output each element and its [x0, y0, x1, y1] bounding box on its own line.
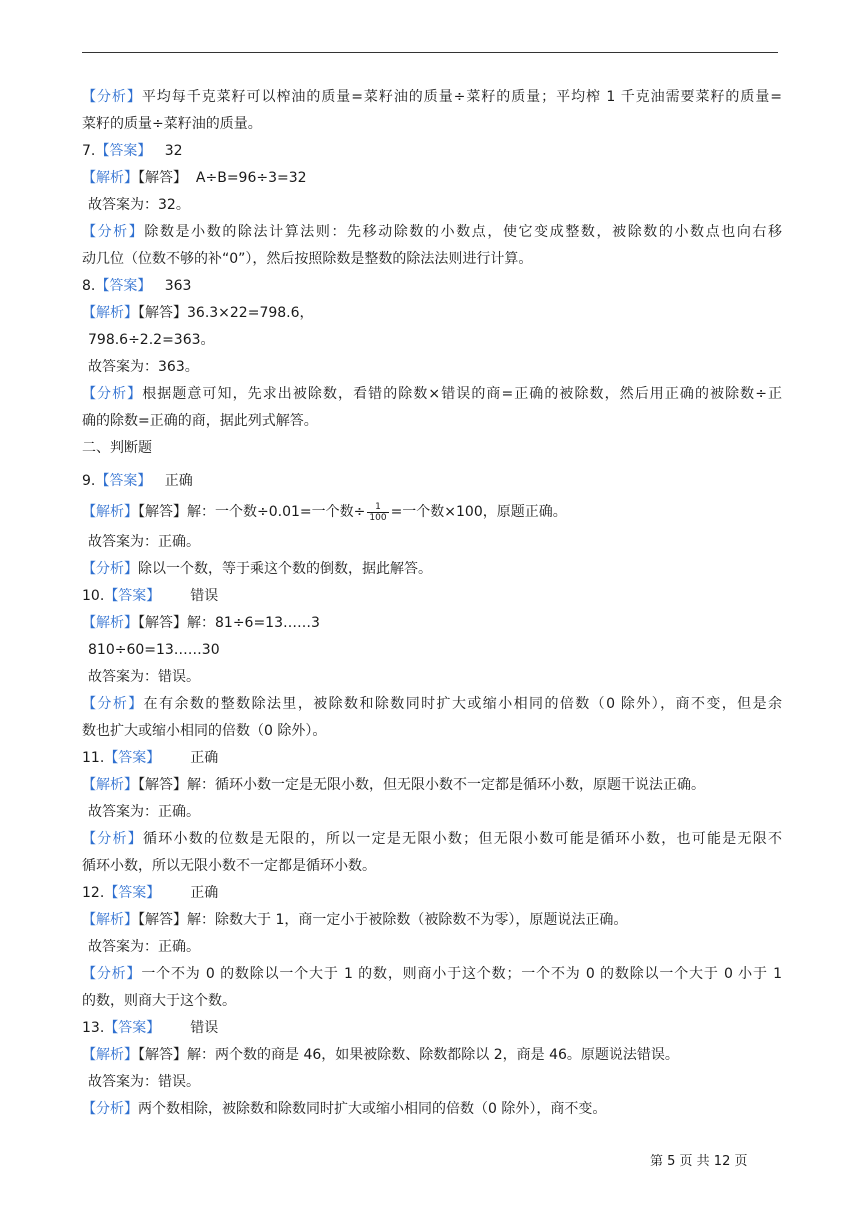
question-8-analysis: 【分析】根据题意可知，先求出被除数，看错的除数×错误的商=正确的被除数，然后用正确的被除数÷正 — [82, 386, 782, 402]
solution-tag: 【解答】 — [138, 615, 187, 631]
question-8-answer: 8.【答案】 363 — [82, 278, 192, 294]
fraction: $\frac{1}{100}$ — [369, 501, 387, 523]
analysis-tag: 【分析】 — [82, 966, 142, 982]
question-13-solution: 【解析】【解答】解：两个数的商是 46，如果被除数、除数都除以 2，商是 46。原题说法错误。 — [82, 1047, 679, 1063]
text-line: 循环小数，所以无限小数不一定都是循环小数。 — [82, 858, 376, 874]
answer-tag: 【答案】 — [104, 885, 161, 901]
answer-tag: 【答案】 — [95, 278, 152, 294]
jiexi-tag: 【解析】 — [82, 1047, 138, 1063]
page-content — [82, 84, 782, 1123]
question-7-answer: 7.【答案】 32 — [82, 143, 183, 159]
question-13-answer: 13.【答案】 错误 — [82, 1020, 219, 1036]
question-10-analysis: 【分析】在有余数的整数除法里，被除数和除数同时扩大或缩小相同的倍数（0 除外），商不变，但是余 — [82, 696, 783, 712]
answer-tag: 【答案】 — [95, 473, 152, 489]
jiexi-tag: 【解析】 — [82, 305, 138, 321]
jiexi-tag: 【解析】 — [82, 170, 138, 186]
answer-tag: 【答案】 — [104, 750, 161, 766]
question-10-result: 故答案为：错误。 — [88, 669, 200, 685]
question-12-answer: 12.【答案】 正确 — [82, 885, 219, 901]
answer-tag: 【答案】 — [104, 588, 161, 604]
text-line: 菜籽的质量÷菜籽油的质量。 — [82, 116, 262, 132]
solution-tag: 【解答】 — [138, 1047, 187, 1063]
jiexi-tag: 【解析】 — [82, 777, 138, 793]
question-11-result: 故答案为：正确。 — [88, 804, 200, 820]
text-line: 数也扩大或缩小相同的倍数（0 除外）。 — [82, 723, 327, 739]
analysis-tag: 【分析】 — [82, 89, 142, 105]
question-11-analysis: 【分析】循环小数的位数是无限的，所以一定是无限小数；但无限小数可能是循环小数，也可能是无限不 — [82, 831, 783, 847]
solution-tag: 【解答】 — [138, 170, 187, 186]
text-line: 确的除数=正确的商，据此列式解答。 — [82, 413, 318, 429]
jiexi-tag: 【解析】 — [82, 504, 138, 520]
question-12-analysis: 【分析】一个不为 0 的数除以一个大于 1 的数，则商小于这个数；一个不为 0 的数除以一个大于 0 小于 1 — [82, 966, 782, 982]
question-12-solution: 【解析】【解答】解：除数大于 1，商一定小于被除数（被除数不为零），原题说法正确。 — [82, 912, 628, 928]
answer-tag: 【答案】 — [95, 143, 152, 159]
text-line: 810÷60=13……30 — [88, 642, 220, 658]
question-11-solution: 【解析】【解答】解：循环小数一定是无限小数，但无限小数不一定都是循环小数，原题干说法正确。 — [82, 777, 705, 793]
question-9-solution: 【解析】【解答】解：一个数÷0.01=一个数÷ $\frac{1}{100}$ =一个数×100，原题正确。 — [82, 501, 567, 523]
analysis-tag: 【分析】 — [82, 1101, 138, 1117]
section-heading: 二、判断题 — [82, 440, 152, 456]
text-line: 的数，则商大于这个数。 — [82, 993, 236, 1009]
analysis-tag: 【分析】 — [82, 386, 143, 402]
solution-tag: 【解答】 — [138, 504, 187, 520]
question-11-answer: 11.【答案】 正确 — [82, 750, 219, 766]
header-rule — [82, 52, 778, 53]
question-7-solution: 【解析】【解答】 A÷B=96÷3=32 — [82, 170, 307, 186]
page-number: 第 5 页 共 12 页 — [650, 1154, 748, 1169]
question-10-solution: 【解析】【解答】解：81÷6=13……3 — [82, 615, 320, 631]
question-9-result: 故答案为：正确。 — [88, 534, 200, 550]
analysis-tag: 【分析】 — [82, 561, 138, 577]
solution-tag: 【解答】 — [138, 305, 187, 321]
analysis-tag: 【分析】 — [82, 696, 144, 712]
question-13-analysis: 【分析】两个数相除，被除数和除数同时扩大或缩小相同的倍数（0 除外），商不变。 — [82, 1101, 607, 1117]
text-line: 动几位（位数不够的补“0”），然后按照除数是整数的除法法则进行计算。 — [82, 251, 533, 267]
question-9-answer: 9.【答案】 正确 — [82, 473, 193, 489]
question-12-result: 故答案为：正确。 — [88, 939, 200, 955]
solution-tag: 【解答】 — [138, 912, 187, 928]
answer-tag: 【答案】 — [104, 1020, 161, 1036]
question-8-solution: 【解析】【解答】36.3×22=798.6， — [82, 305, 314, 321]
jiexi-tag: 【解析】 — [82, 912, 138, 928]
jiexi-tag: 【解析】 — [82, 615, 138, 631]
question-7-analysis: 【分析】除数是小数的除法计算法则：先移动除数的小数点，使它变成整数，被除数的小数点也向右移 — [82, 224, 783, 240]
analysis-tag: 【分析】 — [82, 831, 143, 847]
analysis-tag: 【分析】 — [82, 224, 145, 240]
question-9-analysis: 【分析】除以一个数，等于乘这个数的倒数，据此解答。 — [82, 561, 432, 577]
question-10-answer: 10.【答案】 错误 — [82, 588, 219, 604]
question-8-result: 故答案为：363。 — [88, 359, 199, 375]
solution-tag: 【解答】 — [138, 777, 187, 793]
question-13-result: 故答案为：错误。 — [88, 1074, 200, 1090]
analysis-line: 【分析】平均每千克菜籽可以榨油的质量=菜籽油的质量÷菜籽的质量；平均榨 1 千克油需要菜籽的质量= — [82, 89, 783, 105]
text-line: 798.6÷2.2=363。 — [88, 332, 215, 348]
question-7-result: 故答案为：32。 — [88, 197, 190, 213]
